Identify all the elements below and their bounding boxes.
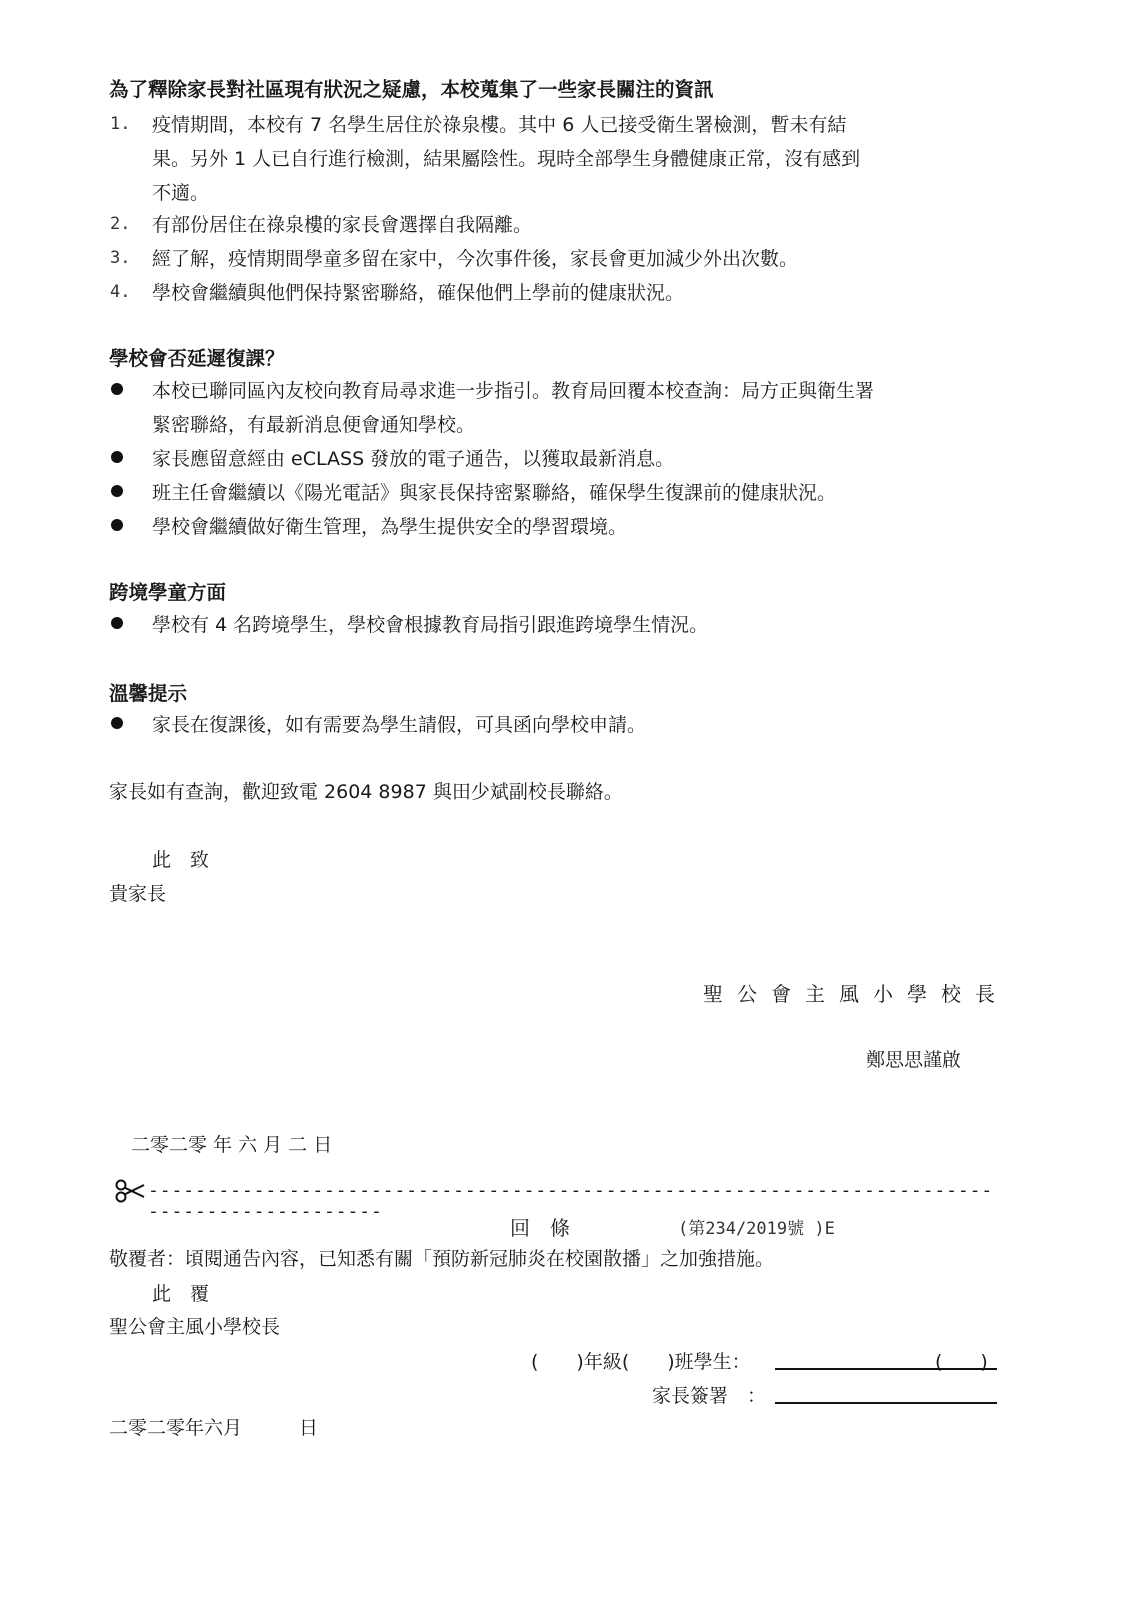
cut-line: --------------------------------------------------------------------------------------------	[148, 1180, 994, 1222]
bullet-line: 緊密聯絡，有最新消息便會通知學校。	[152, 414, 476, 436]
list-number: 4.	[110, 282, 131, 302]
student-number-paren: ( )	[935, 1351, 988, 1373]
closing-recipient: 貴家長	[109, 883, 167, 905]
student-label: ( )年級( )班學生：	[531, 1351, 751, 1373]
parent-signature-field[interactable]	[775, 1402, 997, 1404]
list-number: 3.	[110, 248, 131, 268]
cross-border-heading: 跨境學童方面	[109, 581, 227, 604]
bullet-icon	[111, 717, 123, 729]
list-item-line: 果。另外 1 人已自行進行檢測，結果屬陰性。現時全部學生身體健康正常，沒有感到	[152, 148, 861, 170]
bullet-line: 班主任會繼續以《陽光電話》與家長保持密緊聯絡，確保學生復課前的健康狀況。	[152, 482, 837, 504]
bullet-icon	[111, 451, 123, 463]
closing-greeting: 此 致	[152, 849, 210, 871]
parent-signature-label: 家長簽署 ：	[652, 1385, 767, 1407]
resume-heading: 學校會否延遲復課？	[109, 347, 285, 370]
list-item-line: 有部份居住在祿泉樓的家長會選擇自我隔離。	[152, 214, 533, 236]
reminder-heading: 溫馨提示	[109, 682, 188, 705]
reply-body: 敬覆者：頃閱通告內容，已知悉有關「預防新冠肺炎在校園散播」之加強措施。	[109, 1248, 775, 1270]
bullet-icon	[111, 519, 123, 531]
bullet-line: 本校已聯同區內友校向教育局尋求進一步指引。教育局回覆本校查詢：局方正與衛生署	[152, 380, 875, 402]
reply-closing: 此 覆	[152, 1283, 210, 1305]
intro-heading: 為了釋除家長對社區現有狀況之疑慮，本校蒐集了一些家長關注的資訊	[109, 78, 714, 101]
list-number: 1.	[110, 114, 131, 134]
bullet-line: 學校會繼續做好衛生管理，為學生提供安全的學習環境。	[152, 516, 628, 538]
bullet-line: 學校有 4 名跨境學生，學校會根據教育局指引跟進跨境學生情況。	[152, 614, 709, 636]
list-item-line: 學校會繼續與他們保持緊密聯絡，確保他們上學前的健康狀況。	[152, 282, 685, 304]
signer-name: 鄭思思謹啟	[866, 1049, 962, 1071]
bullet-icon	[111, 485, 123, 497]
bullet-icon	[111, 383, 123, 395]
reply-ref-number: (第234/2019號 )E	[678, 1219, 835, 1239]
list-item-line: 經了解，疫情期間學童多留在家中，今次事件後，家長會更加減少外出次數。	[152, 248, 799, 270]
reply-slip-title: 回 條	[510, 1216, 570, 1240]
notice-date: 二零二零 年 六 月 二 日	[131, 1134, 333, 1156]
bullet-line: 家長在復課後，如有需要為學生請假，可具函向學校申請。	[152, 714, 647, 736]
bullet-icon	[111, 617, 123, 629]
list-number: 2.	[110, 214, 131, 234]
school-principal-title: 聖公會主風小學校長	[703, 982, 1009, 1006]
list-item-line: 疫情期間，本校有 7 名學生居住於祿泉樓。其中 6 人已接受衛生署檢測，暫未有結	[152, 114, 847, 136]
scissors-icon	[114, 1178, 148, 1204]
reply-to: 聖公會主風小學校長	[109, 1316, 281, 1338]
contact-text: 家長如有查詢，歡迎致電 2604 8987 與田少斌副校長聯絡。	[109, 781, 623, 803]
list-item-line: 不適。	[152, 182, 210, 204]
bullet-line: 家長應留意經由 eCLASS 發放的電子通告，以獲取最新消息。	[152, 448, 675, 470]
reply-date: 二零二零年六月 日	[109, 1417, 319, 1439]
